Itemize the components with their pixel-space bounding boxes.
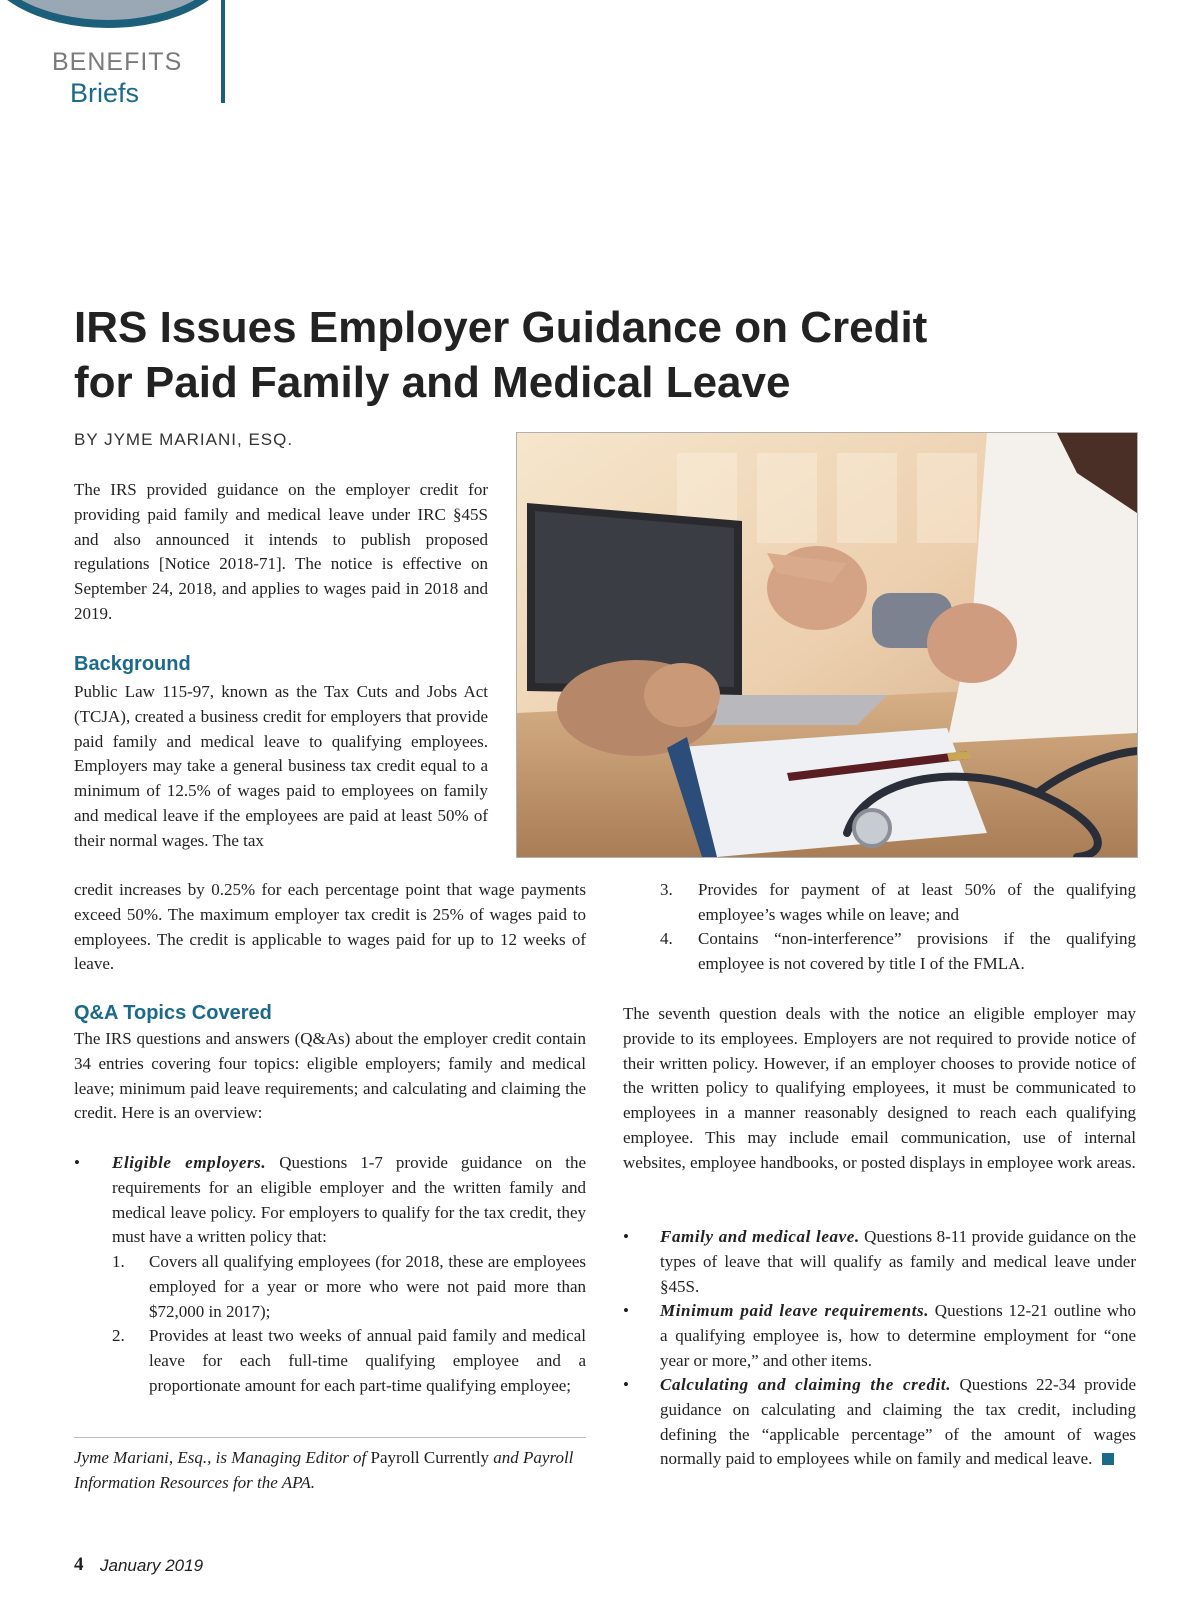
policy-item-number: 3. — [660, 880, 673, 899]
minimum-paid-leave-item — [660, 1299, 1136, 1373]
background-heading: Background — [74, 653, 191, 675]
bullet-minimum-paid-leave: • — [623, 1301, 629, 1320]
photo-illustration — [517, 433, 1137, 857]
author-note-part-2: and Payroll Information Resources for the APA. — [74, 1448, 574, 1492]
policy-item-non-interference: Contains “non-interference” provisions if the qualifying employee is not covered by title I of the FMLA. — [698, 929, 1136, 973]
calculating-credit-item — [660, 1373, 1136, 1472]
qa-intro-paragraph: The IRS questions and answers (Q&As) about the employer credit contain 34 entries covering four topics: eligible employers; family and medical leave; minimum paid leave requirements; and calculating and claiming the credit. Here is an overview: — [74, 1029, 586, 1123]
intro-paragraph: The IRS provided guidance on the employer credit for providing paid family and medical leave under IRC §45S and also announced it intends to publish proposed regulations [Notice 2018-71]. The notice is effective on September 24, 2018, and applies to wages paid in 2018 and 2019. — [74, 480, 488, 623]
byline: BY JYME MARIANI, ESQ. — [74, 430, 294, 449]
author-note — [74, 1446, 586, 1496]
issue-date: January 2019 — [100, 1556, 204, 1575]
policy-item-two-weeks-leave: Provides at least two weeks of annual paid family and medical leave for each full-time qualifying employee and a proportionate amount for each part-time qualifying employee; — [149, 1326, 586, 1395]
calculating-credit-lead: Calculating and claiming the credit. — [660, 1375, 952, 1394]
stethoscope-chestpiece — [854, 810, 890, 846]
bullet-eligible-employers: • — [74, 1153, 80, 1172]
title-line-2: for Paid Family and Medical Leave — [74, 358, 791, 407]
author-note-divider — [74, 1437, 586, 1438]
family-medical-leave-item — [660, 1225, 1136, 1299]
policy-item-fifty-percent-wages: Provides for payment of at least 50% of the qualifying employee’s wages while on leave; and — [698, 880, 1136, 924]
policy-item-number: 4. — [660, 929, 673, 948]
policy-item-number: 2. — [112, 1326, 125, 1345]
masthead-divider — [221, 0, 225, 103]
eligible-employers-item — [112, 1151, 586, 1250]
background-paragraph-part-1: Public Law 115-97, known as the Tax Cuts and Jobs Act (TCJA), created a business credit for employers that provide paid family and medical leave to qualifying employees. Employers may take a general business tax credit equal to a minimum of 12.5% of wages paid to employees on family and medical leave if the employees are paid at least 50% of their normal wages. The tax — [74, 682, 488, 850]
bullet-family-medical-leave: • — [623, 1227, 629, 1246]
policy-item-covers-employees: Covers all qualifying employees (for 2018, these are employees employed for a year or more who were not paid more than $72,000 in 2017); — [149, 1252, 586, 1321]
policy-item-number: 1. — [112, 1252, 125, 1271]
minimum-paid-leave-lead: Minimum paid leave requirements. — [660, 1301, 930, 1320]
title-line-1: IRS Issues Employer Guidance on Credit — [74, 303, 928, 352]
end-of-article-mark — [1102, 1453, 1114, 1465]
notice-paragraph: The seventh question deals with the notice an eligible employer may provide to its employees. Employers are not required to provide notice of their written policy. However, if an employer chooses to provide notice of the written policy to qualifying employees, it must be communicated to employees in a manner reasonably designed to reach each qualifying employee. This may include email communication, use of internal websites, employee handbooks, or posted displays in employee work areas. — [623, 1004, 1136, 1172]
family-medical-leave-text: Questions 8-11 provide guidance on the types of leave that will qualify as family and medical leave under §45S. — [660, 1227, 1136, 1296]
masthead-logo-arc — [0, 0, 236, 28]
author-note-part-1: Jyme Mariani, Esq., is Managing Editor of — [74, 1448, 367, 1467]
minimum-paid-leave-text: Questions 12-21 outline who a qualifying employee is, how to determine employment for “one year or more,” and other items. — [660, 1301, 1137, 1370]
eligible-employers-lead: Eligible employers. — [112, 1153, 267, 1172]
eligible-employers-text: Questions 1-7 provide guidance on the requirements for an eligible employer and the written family and medical leave policy. For employers to qualify for the tax credit, they must have a written policy that: — [112, 1153, 587, 1247]
page-number: 4 — [74, 1554, 84, 1575]
masthead-briefs: Briefs — [70, 78, 140, 108]
family-medical-leave-lead: Family and medical leave. — [660, 1227, 860, 1246]
qa-heading: Q&A Topics Covered — [74, 1002, 272, 1024]
calculating-credit-text: Questions 22-34 provide guidance on calculating and claiming the tax credit, including defining the “applicable percentage” of the amount of wages normally paid to employees while on family and medical leave. — [660, 1375, 1137, 1469]
article-photo — [516, 432, 1138, 858]
author-note-publication: Payroll Currently — [370, 1448, 490, 1467]
article-title — [74, 300, 1074, 410]
background-paragraph-part-2: credit increases by 0.25% for each percentage point that wage payments exceed 50%. The maximum employer tax credit is 25% of wages paid to employees. The credit is applicable to wages paid for up to 12 weeks of leave. — [74, 880, 586, 974]
bullet-calculating-credit: • — [623, 1375, 629, 1394]
masthead-benefits: BENEFITS — [52, 48, 183, 76]
